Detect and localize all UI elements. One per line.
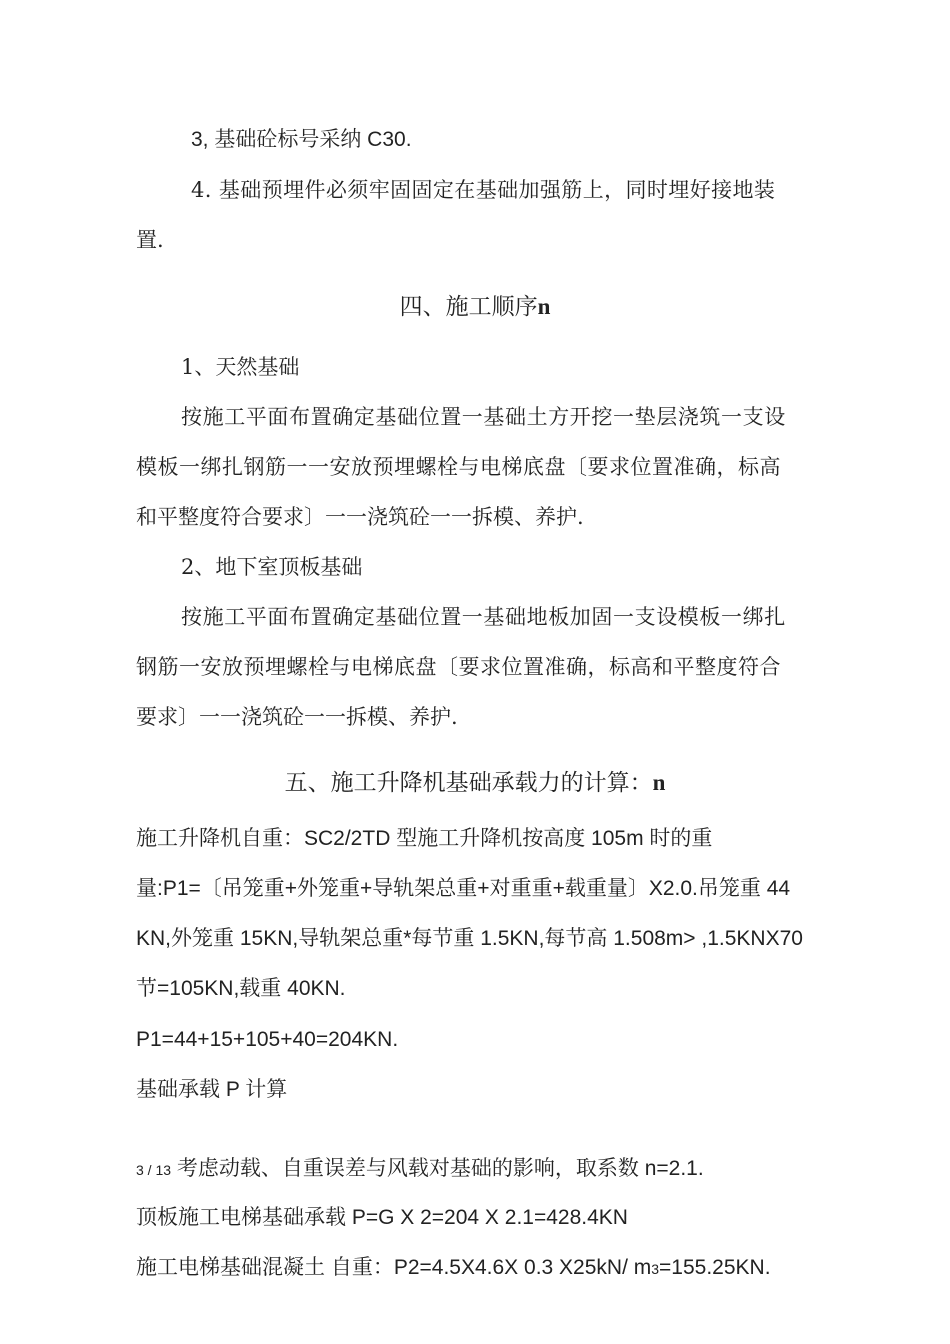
calc-line-3: KN,外笼重 15KN,导轨架总重*每节重 1.5KN,每节高 1.508m> ,1.5KNX70 [136,927,803,950]
factor-paragraph [136,1155,704,1184]
paragraph-1-line-1: 按施工平面布置确定基础位置一基础土方开挖一垫层浇筑一支设 [181,405,786,429]
calc-line-2: 量:P1=〔吊笼重+外笼重+导轨架总重+对重重+载重量〕X2.0.吊笼重 44 [136,877,791,900]
paragraph-1-line-3: 和平整度符合要求〕一一浇筑砼一一拆模、养护. [136,505,584,529]
item-4-line-1: 4. 基础预埋件必须牢固固定在基础加强筋上，同时埋好接地装 [191,178,776,202]
calc-line-4: 节=105KN,载重 40KN. [136,977,346,1000]
subheading-natural-foundation: 1、天然基础 [181,355,300,379]
factor-text: 考虑动载、自重误差与风载对基础的影响，取系数 n=2.1. [176,1157,704,1180]
paragraph-2-line-3: 要求〕一一浇筑砼一一拆模、养护. [136,705,458,729]
item-4-line-2: 置. [136,228,164,252]
paragraph-2-line-1: 按施工平面布置确定基础位置一基础地板加固一支设模板一绑扎 [181,605,786,629]
page-marker: 3 / 13 [136,1162,172,1178]
section-5-heading [0,768,950,798]
roof-load-line: 顶板施工电梯基础承载 P=G X 2=204 X 2.1=428.4KN [136,1206,628,1229]
section-4-heading [0,292,950,322]
concrete-weight-line [136,1254,771,1283]
calc-line-1: 施工升降机自重：SC2/2TD 型施工升降机按高度 105m 时的重 [136,827,713,850]
calc-subheading: 基础承载 P 计算 [136,1078,288,1101]
subheading-basement-roof-foundation: 2、地下室顶板基础 [181,555,363,579]
section-5-title: 五、施工升降机基础承载力的计算： [284,770,653,796]
concrete-text-b: =155.25KN. [659,1256,771,1279]
calc-p1-result: P1=44+15+105+40=204KN. [136,1028,399,1051]
section-4-title: 四、施工顺序 [399,294,538,320]
paragraph-1-line-2: 模板一绑扎钢筋一一安放预埋螺栓与电梯底盘〔要求位置准确，标高 [136,455,781,479]
concrete-unit-exponent: 3 [651,1261,660,1277]
section-5-mark: n [652,770,666,795]
concrete-text-a: 施工电梯基础混凝土 自重：P2=4.5X4.6X 0.3 X25kN/ m [136,1256,652,1279]
item-3: 3, 基础砼标号采纳 C30. [191,128,412,151]
section-4-mark: n [537,294,551,319]
paragraph-2-line-2: 钢筋一安放预埋螺栓与电梯底盘〔要求位置准确，标高和平整度符合 [136,655,781,679]
